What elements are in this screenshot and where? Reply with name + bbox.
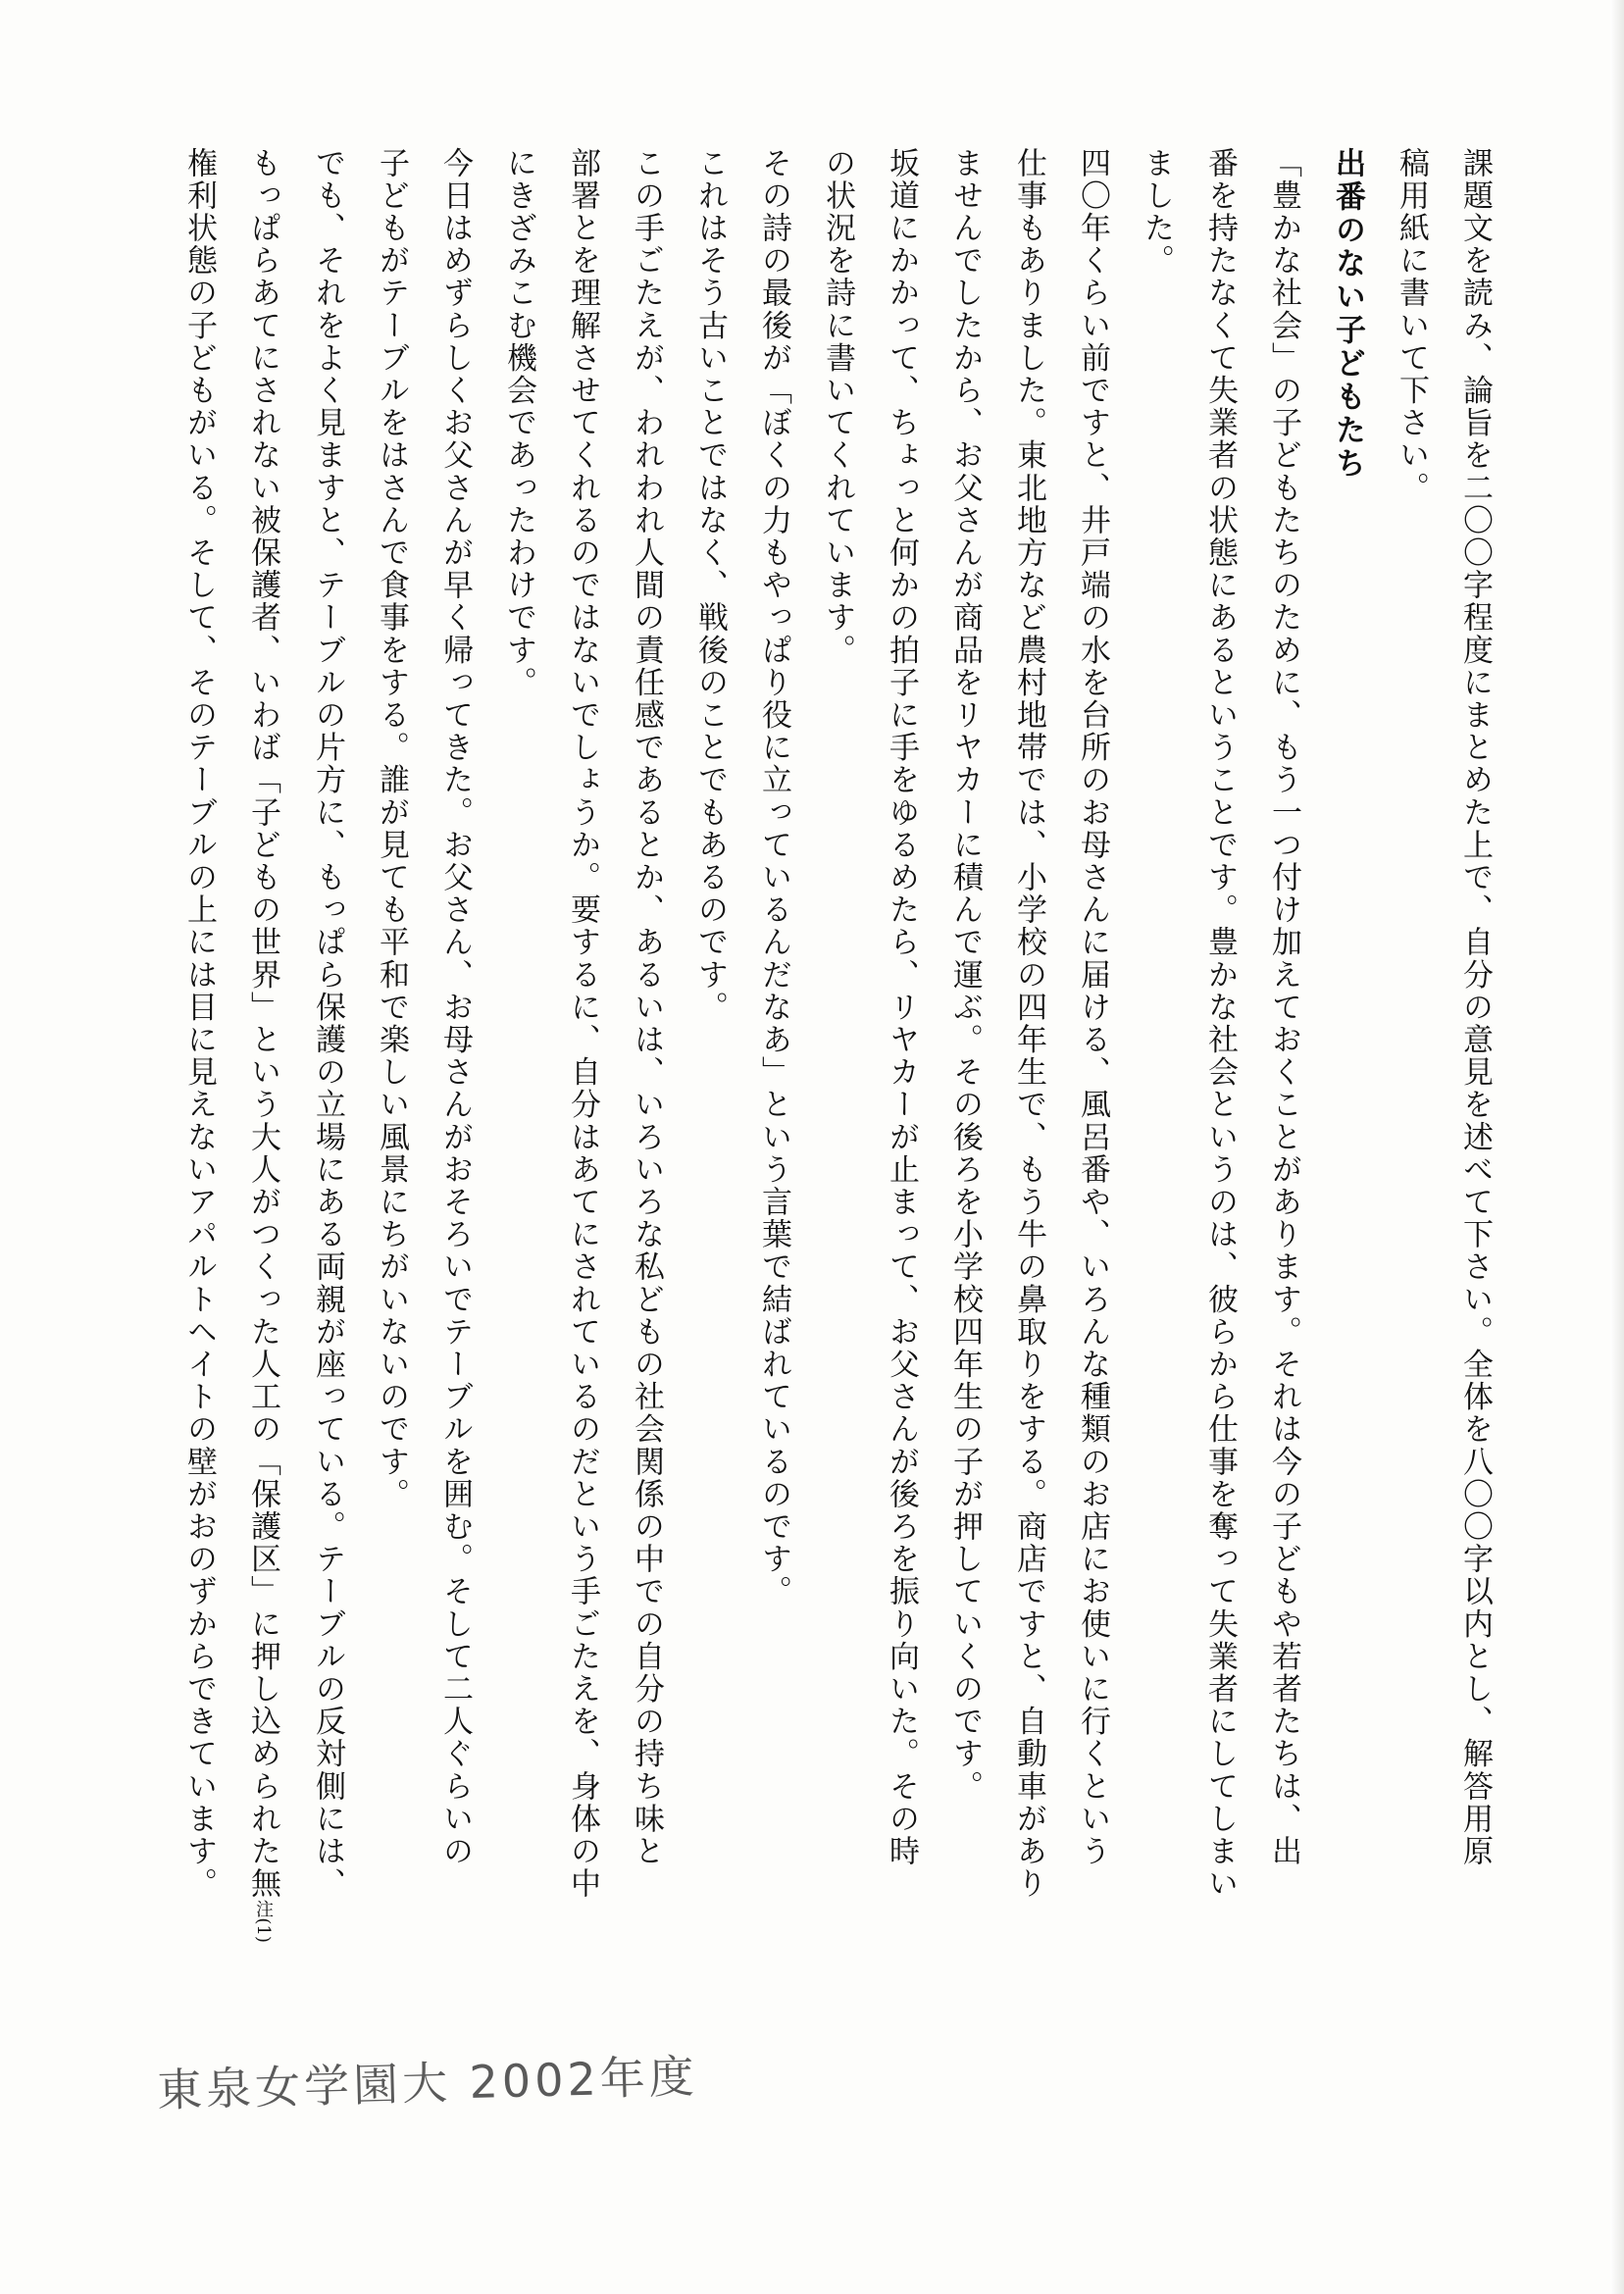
passage-line-text: もっぱらあてにされない被保護者、いわば「子どもの世界」という大人がつくった人工の「保護区」に押し込められた無 [245, 147, 280, 1901]
passage-line-with-note [230, 147, 295, 1991]
passage-line: 坂道にかかって、ちょっと何かの拍子に手をゆるめたら、リヤカーが止まって、お父さんが後ろを振り向いた。その時 [884, 147, 919, 1868]
passage-line: 部署とを理解させてくれるのではないでしょうか。要するに、自分はあてにされているのだという手ごたえを、身体の中 [565, 147, 600, 1901]
passage-line: その詩の最後が「ぼくの力もやっぱり役に立っているんだなあ」という言葉で結ばれているのです。 [756, 147, 791, 1608]
passage-line: にきざみこむ機会であったわけです。 [501, 147, 536, 699]
passage-line: 今日はめずらしくお父さんが早く帰ってきた。お父さん、お母さんがおそろいでテーブルを囲む。そして二人ぐらいの [437, 147, 473, 1868]
passage-line: ました。 [1139, 147, 1174, 278]
passage-line: ませんでしたから、お父さんが商品をリヤカーに積んで運ぶ。その後ろを小学校四年生の子が押していくのです。 [947, 147, 983, 1804]
passage-line: これはそう古いことではなく、戦後のことでもあるのです。 [692, 147, 728, 1024]
passage-line: 四〇年くらい前ですと、井戸端の水を台所のお母さんに届ける、風呂番や、いろんな種類のお店にお使いに行くという [1075, 147, 1110, 1868]
instruction-line: 課題文を読み、論旨を二〇〇字程度にまとめた上で、自分の意見を述べて下さい。全体を八〇〇字以内とし、解答用原 [1457, 147, 1493, 1868]
passage-line: 子どもがテーブルをはさんで食事をする。誰が見ても平和で楽しい風景にちがいないのです。 [374, 147, 409, 1511]
passage-line: この手ごたえが、われわれ人間の責任感であるとか、あるいは、いろいろな私どもの社会関係の中での自分の持ち味と [629, 147, 664, 1868]
passage-line: の状況を詩に書いてくれています。 [820, 147, 855, 667]
passage-line: でも、それをよく見ますと、テーブルの片方に、もっぱら保護の立場にある両親が座っている。テーブルの反対側には、 [310, 147, 345, 1901]
passage-line: 番を持たなくて失業者の状態にあるということです。豊かな社会というのは、彼らから仕事を奪って失業者にしてしまい [1202, 147, 1238, 1901]
footnote-marker: 注(1) [253, 1900, 274, 1943]
passage-title: 出番のない子どもたち [1330, 147, 1365, 481]
passage-line: 「豊かな社会」の子どもたちのために、もう一つ付け加えておくことがあります。それは今の子どもや若者たちは、出 [1266, 147, 1301, 1868]
instruction-line: 稿用紙に書いて下さい。 [1394, 147, 1429, 505]
passage-line: 仕事もありました。東北地方など農村地帯では、小学校の四年生で、もう牛の鼻取りをする。商店ですと、自動車があり [1011, 147, 1046, 1901]
vertical-text-block [94, 147, 1506, 1991]
scan-edge-shadow [1610, 0, 1624, 2294]
passage-line: 権利状態の子どもがいる。そして、そのテーブルの上には目に見えないアパルトヘイトの壁がおのずからできています。 [181, 147, 217, 1901]
handwritten-source-note: 東泉女学園大 2002年度 [156, 2049, 699, 2117]
